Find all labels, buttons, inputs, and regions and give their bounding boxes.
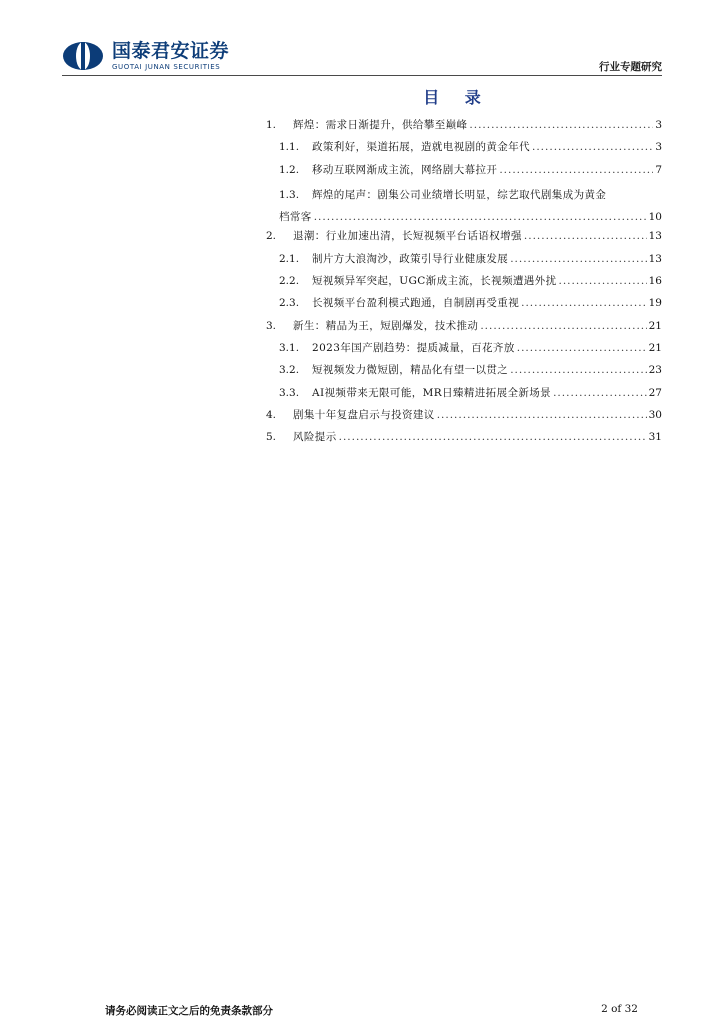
- toc-dot-leader: [480, 318, 646, 334]
- toc-entry[interactable]: [266, 139, 662, 161]
- toc-entry-number: 1.: [266, 119, 277, 131]
- toc-entry-page: 13: [648, 252, 662, 265]
- toc-dot-leader: [510, 362, 646, 378]
- toc-entry-title: 短视频发力微短剧，精品化有望一以贯之: [312, 364, 509, 377]
- toc-entry-page: 21: [648, 319, 662, 332]
- toc-entry-title: 政策利好，渠道拓展，造就电视剧的黄金年代: [312, 141, 530, 154]
- footer-disclaimer: 请务必阅读正文之后的免责条款部分: [105, 1005, 273, 1017]
- toc-dot-leader: [314, 206, 647, 228]
- logo-chinese-name: 国泰君安证券: [112, 40, 230, 62]
- header-divider: [62, 75, 662, 76]
- toc-entry-page: 27: [648, 386, 662, 399]
- toc-entry-page: 10: [648, 211, 662, 224]
- toc-entry-title: 长视频平台盈利模式跑通，自制剧再受重视: [312, 297, 520, 310]
- toc-dot-leader: [437, 407, 647, 423]
- toc-dot-leader: [469, 117, 653, 133]
- toc-dot-leader: [558, 273, 646, 289]
- toc-entry-number: 2.: [266, 230, 277, 243]
- toc-entry[interactable]: [266, 184, 662, 229]
- logo-english-name: GUOTAI JUNAN SECURITIES: [112, 63, 221, 71]
- toc-entry-page: 3: [655, 119, 662, 131]
- toc-entry-page: 31: [648, 431, 662, 444]
- toc-entry[interactable]: [266, 407, 662, 429]
- toc-entry-number: 3.1.: [279, 341, 300, 354]
- toc-entry[interactable]: [266, 318, 662, 340]
- guotai-junan-logo-icon: [62, 41, 104, 71]
- toc-entry-title-continued: 档常客: [279, 211, 312, 224]
- company-logo: [62, 40, 272, 74]
- toc-entry-title: 短视频异军突起，UGC渐成主流，长视频遭遇外扰: [312, 275, 557, 288]
- toc-dot-leader: [339, 429, 647, 445]
- toc-dot-leader: [510, 251, 646, 267]
- toc-entry-title: 制片方大浪淘沙，政策引导行业健康发展: [312, 252, 509, 265]
- toc-entry-page: 7: [655, 163, 662, 176]
- toc-dot-leader: [521, 295, 647, 311]
- toc-entry-title: AI视频带来无限可能，MR日臻精进拓展全新场景: [312, 386, 552, 399]
- toc-entry-number: 2.2.: [279, 275, 300, 288]
- toc-entry-title: 辉煌：需求日渐提升，供给攀至巅峰: [293, 119, 468, 131]
- toc-dot-leader: [517, 340, 647, 356]
- toc-entry-title: 2023年国产剧趋势：提质减量，百花齐放: [312, 341, 515, 354]
- toc-entry-number: 3.2.: [279, 364, 300, 377]
- toc-entry-page: 16: [648, 275, 662, 288]
- toc-entry-number: 3.3.: [279, 386, 300, 399]
- toc-entry[interactable]: [266, 117, 662, 139]
- footer-page-number: 2 of 32: [601, 1003, 638, 1015]
- toc-entry-number: 2.3.: [279, 297, 300, 310]
- toc-entry[interactable]: [266, 385, 662, 407]
- table-of-contents: [266, 117, 662, 451]
- toc-entry[interactable]: [266, 429, 662, 451]
- toc-entry[interactable]: [266, 273, 662, 295]
- toc-entry-page: 3: [655, 141, 662, 154]
- toc-entry[interactable]: [266, 340, 662, 362]
- toc-dot-leader: [524, 228, 647, 244]
- toc-entry-page: 19: [648, 297, 662, 310]
- toc-entry-page: 21: [648, 341, 662, 354]
- toc-dot-leader: [499, 162, 653, 178]
- toc-entry-number: 4.: [266, 408, 277, 421]
- report-type-label: 行业专题研究: [599, 61, 662, 73]
- toc-entry-number: 3.: [266, 319, 277, 332]
- toc-entry-number: 1.1.: [279, 141, 300, 154]
- toc-entry[interactable]: [266, 251, 662, 273]
- toc-dot-leader: [553, 385, 647, 401]
- toc-entry-page: 13: [648, 230, 662, 243]
- toc-dot-leader: [532, 139, 653, 155]
- toc-heading: 目 录: [423, 88, 491, 107]
- toc-entry-title: 辉煌的尾声：剧集公司业绩增长明显，综艺取代剧集成为黄金: [312, 188, 607, 201]
- toc-entry-page: 23: [648, 364, 662, 377]
- toc-entry-title: 风险提示: [293, 431, 337, 444]
- toc-entry-number: 1.3.: [279, 188, 300, 201]
- toc-entry-number: 1.2.: [279, 163, 300, 176]
- toc-entry-number: 5.: [266, 431, 277, 444]
- toc-entry-title: 移动互联网渐成主流，网络剧大幕拉开: [312, 163, 498, 176]
- toc-entry-page: 30: [648, 408, 662, 421]
- toc-entry-title: 退潮：行业加速出清，长短视频平台话语权增强: [293, 230, 522, 243]
- toc-entry-title: 新生：精品为王，短剧爆发，技术推动: [293, 319, 479, 332]
- toc-entry[interactable]: [266, 362, 662, 384]
- toc-entry[interactable]: [266, 162, 662, 184]
- toc-entry[interactable]: [266, 295, 662, 317]
- toc-entry-number: 2.1.: [279, 252, 300, 265]
- toc-entry[interactable]: [266, 228, 662, 250]
- toc-entry-title: 剧集十年复盘启示与投资建议: [293, 408, 435, 421]
